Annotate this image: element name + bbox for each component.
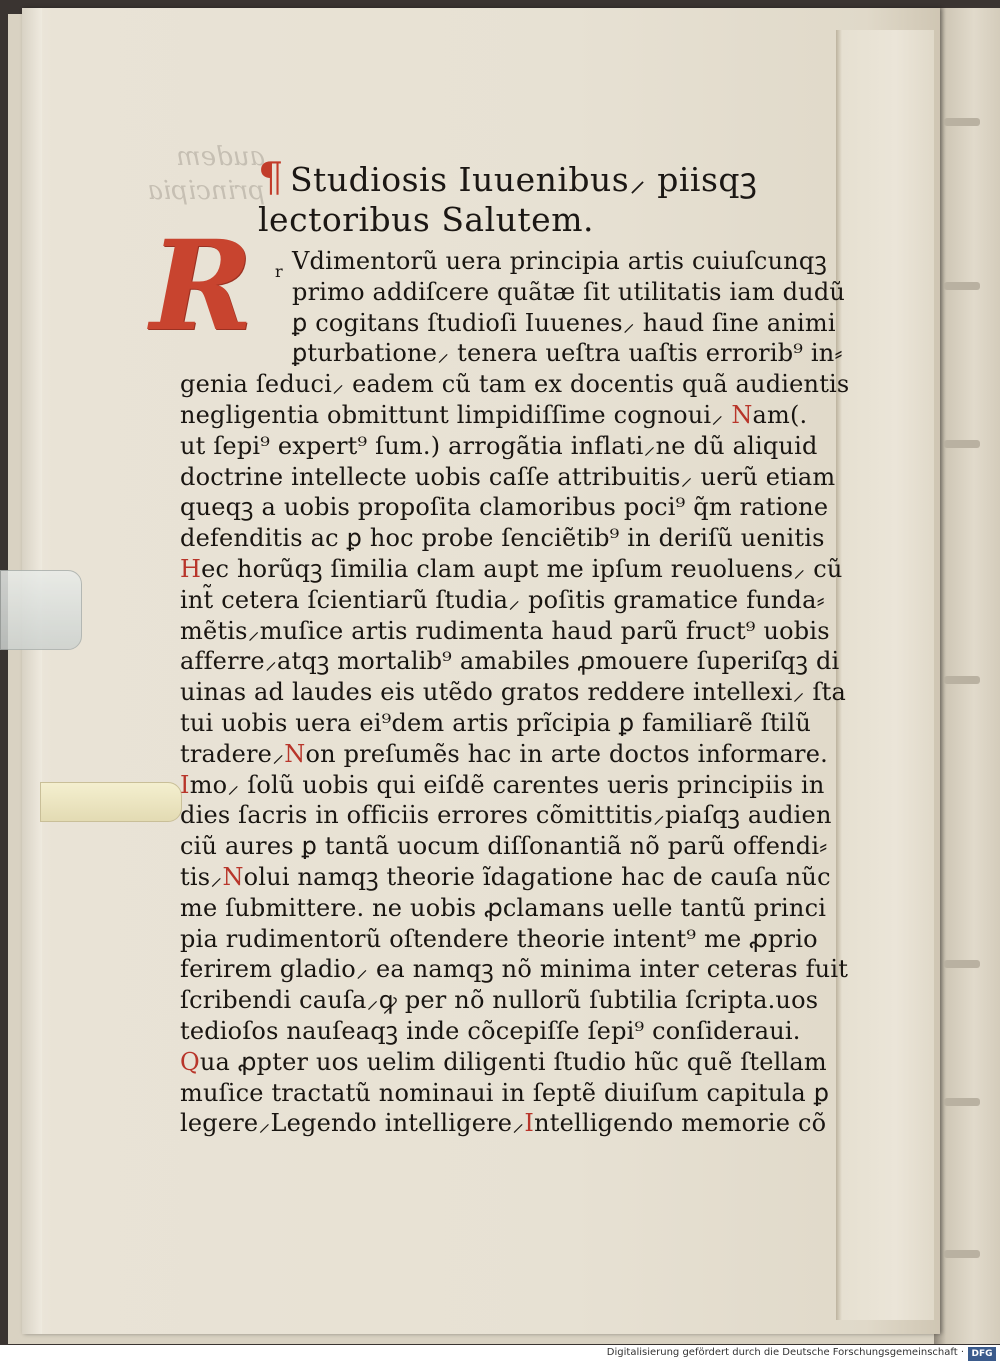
text-segment: primo addiſcere quãtæ ſit utilitatis iam dudũ <box>292 277 846 306</box>
rubricated-letter: N <box>284 739 306 768</box>
paper-strip <box>836 30 934 1320</box>
text-line <box>180 800 840 831</box>
text-line <box>180 1047 840 1078</box>
rubricated-letter: I <box>524 1109 535 1138</box>
text-line <box>180 246 840 277</box>
text-line <box>180 369 850 400</box>
text-segment: Vdimentorũ uera principia artis cuiuſcunqꝫ <box>292 247 827 275</box>
rubricated-letter: H <box>180 554 202 583</box>
text-segment: muſice tractatũ nominaui in ſeptẽ diuiſum capitula ꝑ <box>180 1078 830 1107</box>
text-line <box>180 924 840 955</box>
binding-stitch <box>944 1250 980 1258</box>
text-segment: me ſubmittere. ne uobis ꝓclamans uelle tantũ princi <box>180 893 827 922</box>
decorated-initial: R <box>150 214 254 359</box>
text-line <box>180 770 840 801</box>
text-segment: ꝑturbatione⸝ tenera ueſtra uaſtis errorib⁹ in⸗ <box>292 339 843 368</box>
text-line <box>180 677 846 708</box>
text-line <box>180 646 840 677</box>
text-line <box>180 1108 840 1139</box>
binding-stitch <box>944 1098 980 1106</box>
heading-text-1: Studiosis Iuuenibus⸝ piisqꝫ <box>289 160 758 199</box>
text-segment: ntelligendo memorie cõ <box>534 1109 827 1138</box>
text-line <box>180 739 840 770</box>
text-segment: ut ſepi⁹ expert⁹ ſum.) arrogãtia inflati⸝ne dũ aliquid <box>180 431 818 460</box>
text-line <box>180 462 840 493</box>
footer-bar <box>0 1345 1000 1364</box>
text-line <box>180 492 840 523</box>
text-line <box>180 277 846 308</box>
plastic-bookmark <box>0 570 82 650</box>
text-segment: ꝑ cogitans ſtudioſi Iuuenes⸝ haud ſine animi <box>292 308 836 337</box>
text-line <box>180 985 840 1016</box>
page-heading <box>258 155 818 240</box>
text-segment: defenditis ac ꝑ hoc probe ſenciẽtib⁹ in deriſũ uenitis <box>180 524 825 553</box>
text-segment: dies ſacris in officiis errores cõmittitis⸝piaſqꝫ audien <box>180 801 832 830</box>
text-line <box>180 308 840 339</box>
ghost-line: principia <box>147 176 265 206</box>
ghost-line: audem <box>176 142 265 172</box>
text-segment: legere⸝Legendo intelligere⸝ <box>180 1109 525 1138</box>
text-segment: queqꝫ a uobis propoſita clamoribus poci⁹ q̃m ratione <box>180 493 829 522</box>
footer-credit: Digitalisierung gefördert durch die Deutsche Forschungsgemeinschaft · <box>606 1347 964 1358</box>
text-segment: on preſumẽs hac in arte doctos informare. <box>305 739 828 768</box>
text-line <box>180 554 843 585</box>
rubricated-letter: N <box>731 400 753 429</box>
text-segment: afferre⸝atqꝫ mortalib⁹ amabiles ꝓmouere ſuperiſqꝫ di <box>180 647 840 676</box>
text-line <box>180 708 840 739</box>
page-left-edge <box>22 8 42 1334</box>
rubricated-letter: I <box>180 770 190 799</box>
text-line <box>180 1016 840 1047</box>
text-segment: doctrine intellecte uobis caſſe attribuitis⸝ uerũ etiam <box>180 462 836 491</box>
binding-stitch <box>944 440 980 448</box>
text-segment: olui namqꝫ theorie ĩdagatione hac de cauſa nũc <box>243 862 831 891</box>
text-segment: genia ſeduci⸝ eadem cũ tam ex docentis quã audientis <box>180 370 850 399</box>
text-line <box>180 523 840 554</box>
text-segment: ferirem gladio⸝ ea namqꝫ nõ minima inter ceteras fuit <box>180 955 849 984</box>
text-segment: uinas ad laudes eis utẽdo gratos reddere intellexi⸝ ſta <box>180 678 846 707</box>
text-segment: tedioſos nauſeaqꝫ inde cõcepiſſe ſepi⁹ conſideraui. <box>180 1016 801 1045</box>
text-line <box>180 862 840 893</box>
text-line <box>180 400 840 431</box>
body-text <box>180 246 850 1139</box>
rubricated-letter: N <box>222 862 244 891</box>
binding-stitch <box>944 960 980 968</box>
text-line <box>180 338 843 369</box>
text-line <box>180 893 840 924</box>
paper-bookmark <box>40 782 182 822</box>
show-through-text <box>147 140 265 220</box>
text-line <box>180 585 840 616</box>
text-segment: pia rudimentorũ oſtendere theorie intent⁹ me ꝓprio <box>180 924 818 953</box>
text-segment: ua ꝓpter uos uelim diligenti ſtudio hũc quẽ ſtellam <box>199 1047 827 1076</box>
text-segment: tradere⸝ <box>180 739 285 768</box>
text-segment: ec horũqꝫ ſimilia clam aupt me ipſum reuoluens⸝ cũ <box>201 554 843 583</box>
binding-stitch <box>944 118 980 126</box>
text-segment: tis⸝ <box>180 862 223 891</box>
binding-stitch <box>944 676 980 684</box>
text-segment: am(. <box>752 400 808 429</box>
heading-line-1 <box>258 155 818 201</box>
rubricated-letter: Q <box>180 1047 200 1076</box>
text-line <box>180 616 840 647</box>
text-segment: tui uobis uera ei⁹dem artis prĩcipia ꝑ familiarẽ ſtilũ <box>180 708 812 737</box>
text-segment: mẽtis⸝muſice artis rudimenta haud parũ fruct⁹ uobis <box>180 616 830 645</box>
text-line <box>180 1078 840 1109</box>
text-line <box>180 431 840 462</box>
guide-letter: r <box>275 262 283 281</box>
text-segment: ſcribendi cauſa⸝ꝙ per nõ nullorũ ſubtilia ſcripta.uos <box>180 986 819 1015</box>
text-segment: negligentia obmittunt limpidiſſime cognoui⸝ <box>180 400 732 429</box>
dfg-logo: DFG <box>968 1347 996 1361</box>
heading-line-2: lectoribus Salutem. <box>258 200 594 239</box>
text-line <box>180 831 840 862</box>
text-line <box>180 954 849 985</box>
text-segment: int̃ cetera ſcientiarũ ſtudia⸝ poſitis gramatice funda⸗ <box>180 585 825 614</box>
text-segment: ciũ aures ꝑ tantã uocum diſſonantiã nõ parũ offendi⸗ <box>180 832 828 861</box>
text-segment: mo⸝ ſolũ uobis qui eiſdẽ carentes ueris principiis in <box>189 770 825 799</box>
binding-stitch <box>944 282 980 290</box>
pilcrow-mark: ¶ <box>258 155 284 201</box>
